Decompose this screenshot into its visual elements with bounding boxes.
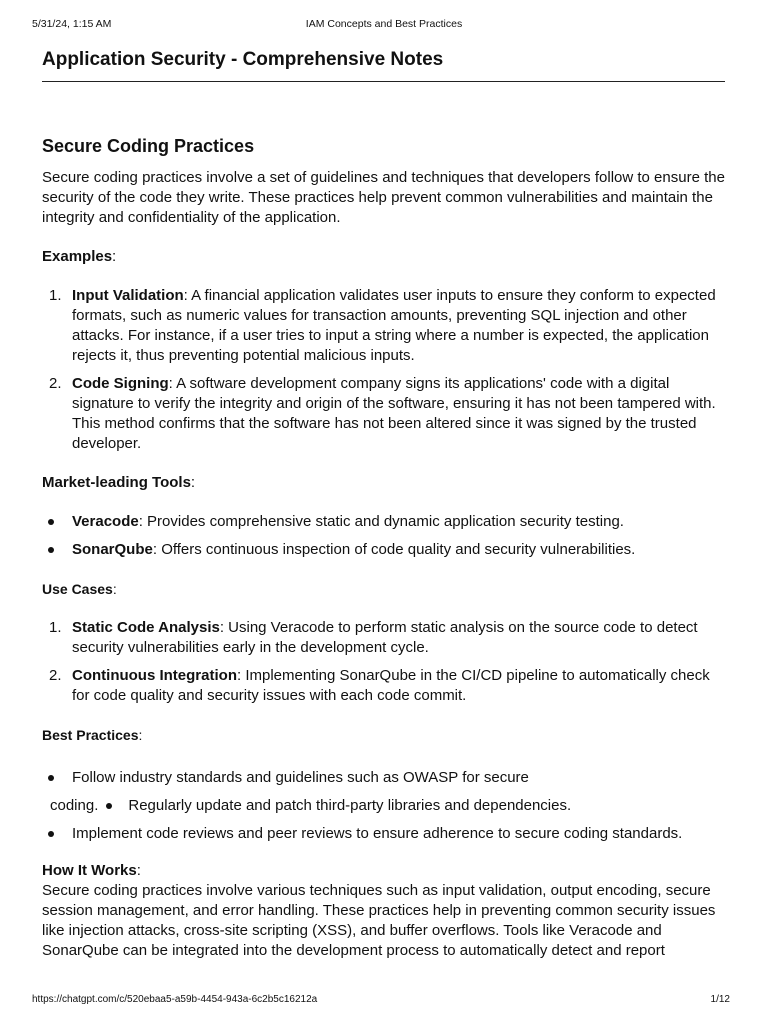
item-text: : A financial application validates user inputs to ensure they conform to expected formats, such as numeric values for transaction amounts, preventing SQL injection and other [72,287,716,324]
list-item [42,764,726,792]
item-number: 2. [49,375,62,392]
title-divider [42,81,725,82]
item-term: Veracode [72,513,139,530]
label-colon: : [190,474,196,491]
tools-label [42,473,726,493]
section-heading: Secure Coding Practices [42,136,255,156]
use-cases-list [42,618,726,706]
item-text: : Provides comprehensive static and dynamic application security testing. [138,513,624,530]
label-colon: : [138,727,143,743]
label-colon: : [112,248,117,265]
use-cases-label-text: Use Cases [42,581,113,597]
list-item [42,540,726,560]
best-practices-label-text: Best Practices [42,727,139,743]
document-title: Application Security - Comprehensive Notes [42,49,444,70]
use-cases-label [42,579,726,599]
item-text: Regularly update and patch third-party libraries and dependencies. [128,797,572,814]
item-term: Static Code Analysis [72,619,220,636]
bullet-icon [48,519,54,525]
item-number: 1. [49,619,62,636]
list-item [42,820,726,848]
best-practices-label [42,725,726,745]
list-item [42,374,726,454]
print-header-title: IAM Concepts and Best Practices [305,18,463,30]
examples-label-text: Examples [42,248,113,265]
intro-paragraph: Secure coding practices involve a set of guidelines and techniques that developers follow to ensure the security of the code they write. These practices help prevent common vulnerabilities and maintain the integrity and confidentiality of the application. [42,169,725,226]
bullet-icon [48,831,54,837]
tools-list [42,512,726,560]
bullet-icon [48,775,54,781]
bullet-icon [106,803,112,809]
label-colon: : [112,581,117,597]
item-text-continued: attacks. For instance, if a user tries to input a string where a number is expected, the application rejects it, thus preventing potential malicious inputs. [72,327,709,364]
item-text: : Implementing SonarQube in the CI/CD pipeline to automatically check for code quality and security issues with each code commit. [72,667,710,704]
print-date: 5/31/24, 1:15 AM [32,18,112,30]
examples-list [42,286,726,454]
best-practices-list [42,764,726,848]
how-it-works-label [42,861,726,881]
item-text: : A software development company signs its applications' code with a digital signature to verify the integrity and origin of the software, ensuring it has not been tampered with. This method confirms that the software has not been altered since it was signed by the trusted developer. [72,375,716,452]
document-body [42,135,726,961]
how-it-works-label-text: How It Works [42,862,137,879]
item-number: 2. [49,667,62,684]
item-term: Code Signing [72,375,169,392]
list-item [42,286,726,366]
tools-label-text: Market-leading Tools [42,474,191,491]
item-term: Input Validation [72,287,184,304]
list-item-wrapped [42,792,726,820]
item-term: Continuous Integration [72,667,237,684]
item-term: SonarQube [72,541,153,558]
item-text-continued: coding. [50,797,99,814]
examples-label [42,247,726,267]
list-item [42,618,726,658]
item-text: Follow industry standards and guidelines such as OWASP for secure [72,769,529,786]
how-it-works-paragraph: Secure coding practices involve various techniques such as input validation, output encoding, secure session management, and error handling. These practices help in preventing common security issues like injection attacks, cross-site scripting (XSS), and buffer overflows. Tools like Veracode and SonarQube can be integrated into the development process to automatically detect and report [42,882,716,959]
item-text: : Using Veracode to perform static analysis on the source code to detect security vulnerabilities early in the development cycle. [72,619,698,656]
list-item [42,512,726,532]
page-number: 1/12 [710,994,730,1005]
item-text: Implement code reviews and peer reviews to ensure adherence to secure coding standards. [72,825,683,842]
item-text: : Offers continuous inspection of code quality and security vulnerabilities. [152,541,636,558]
bullet-icon [48,547,54,553]
item-number: 1. [49,287,62,304]
list-item [42,666,726,706]
footer-url: https://chatgpt.com/c/520ebaa5-a59b-4454-943a-6c2b5c16212a [32,994,318,1005]
label-colon: : [136,862,141,879]
